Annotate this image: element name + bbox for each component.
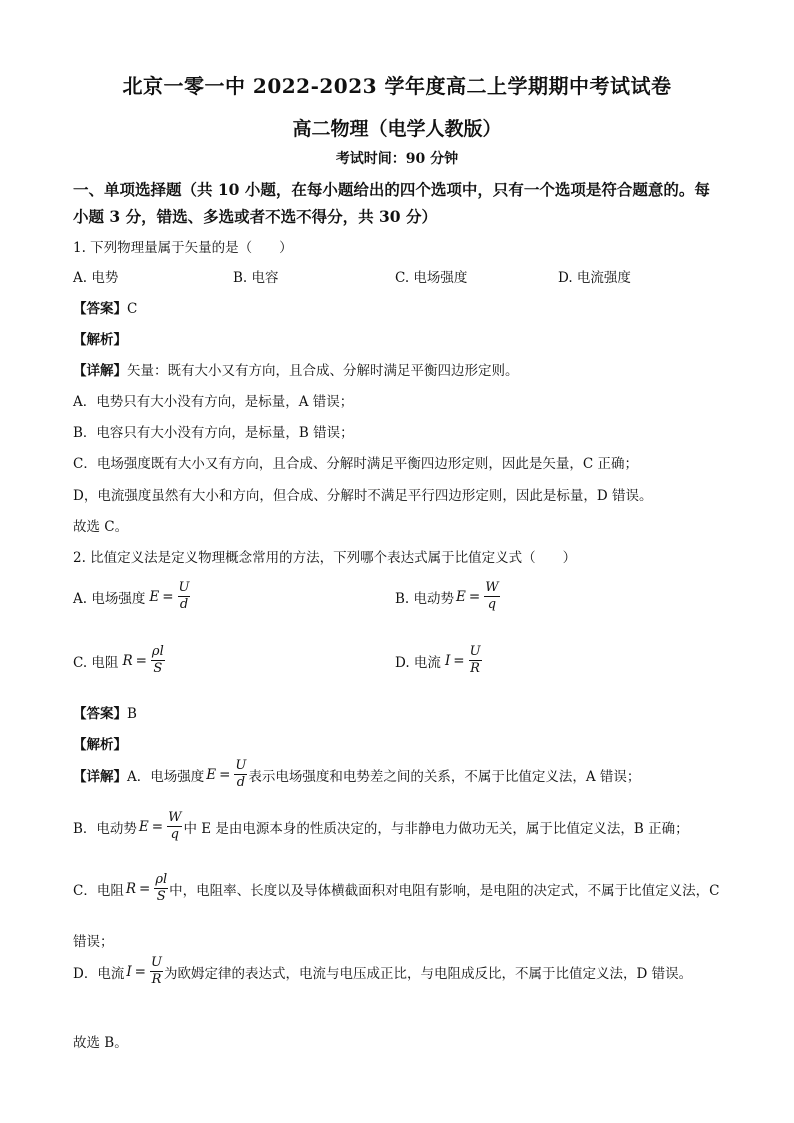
formula-lhs: R — [125, 880, 137, 897]
equals-sign: = — [468, 588, 481, 605]
equals-sign: = — [162, 588, 174, 605]
fraction — [178, 580, 191, 613]
q1-line-b: B．电容只有大小没有方向，是标量，B 错误； — [73, 425, 354, 441]
formula-lhs: E — [206, 766, 217, 783]
equals-sign: = — [151, 818, 164, 835]
q2-conclusion: 故选 B。 — [73, 1035, 128, 1051]
fraction-numerator: U — [178, 580, 190, 595]
q2-stem: 2. 比值定义法是定义物理概念常用的方法，下列哪个表达式属于比值定义式（ ） — [73, 550, 577, 566]
q2-line-a — [73, 758, 640, 791]
formula-lhs: E — [456, 588, 466, 605]
q1-analysis-tag: 【解析】 — [73, 332, 127, 348]
fraction-denominator: S — [153, 661, 163, 676]
q1-line-a: A．电势只有大小没有方向，是标量，A 错误； — [73, 394, 354, 410]
line-suffix: 中 E 是由电源本身的性质决定的，与非静电力做功无关，属于比值定义法，B 正确； — [183, 820, 689, 837]
fraction-numerator: W — [168, 810, 182, 825]
formula-lhs: R — [122, 652, 133, 669]
q2-line-d — [73, 955, 692, 988]
option-label: B. 电动势 — [395, 590, 455, 607]
q2-option-a — [73, 580, 191, 613]
fraction-denominator: q — [170, 827, 179, 842]
answer-value: C — [127, 301, 138, 317]
formula-lhs: I — [444, 652, 451, 669]
fraction — [151, 644, 165, 677]
formula-lhs: I — [126, 963, 132, 980]
line-suffix: 为欧姆定律的表达式，电流与电压成正比，与电阻成反比，不属于比值定义法，D 错误。 — [163, 965, 693, 982]
fraction-numerator: U — [469, 644, 481, 659]
section-heading-line2: 小题 3 分，错选、多选或者不选不得分，共 30 分） — [73, 207, 437, 226]
option-label: A. 电场强度 — [73, 590, 146, 607]
fraction-denominator: d — [179, 597, 189, 612]
fraction — [484, 580, 499, 613]
equals-sign: = — [453, 652, 465, 669]
line-prefix: A．电场强度 — [127, 768, 205, 785]
q2-line-c — [73, 872, 719, 905]
line-prefix: D．电流 — [73, 965, 125, 982]
fraction-numerator: U — [150, 955, 162, 970]
q2-option-d — [395, 644, 483, 677]
option-label: D. 电流 — [395, 654, 441, 671]
q2-answer — [73, 702, 137, 722]
fraction-numerator: U — [235, 758, 247, 773]
equals-sign: = — [134, 963, 146, 980]
fraction — [154, 872, 168, 905]
exam-title: 北京一零一中 2022-2023 学年度高二上学期期中考试试卷 — [122, 74, 672, 98]
q2-option-b — [395, 580, 501, 613]
detail-tag: 【详解】 — [73, 363, 127, 379]
q2-line-c-continued: 错误； — [73, 934, 114, 950]
fraction-numerator: ρl — [155, 872, 168, 887]
line-prefix: C．电阻 — [73, 882, 124, 899]
fraction-denominator: S — [156, 889, 166, 904]
q1-option-d: D. 电流强度 — [558, 270, 631, 286]
fraction-denominator: d — [236, 775, 246, 790]
fraction-denominator: q — [487, 597, 497, 612]
equals-sign: = — [219, 766, 231, 783]
section-heading-line1: 一、单项选择题（共 10 小题，在每小题给出的四个选项中，只有一个选项是符合题意的。每 — [73, 180, 710, 199]
q2-line-b — [73, 810, 689, 843]
fraction — [234, 758, 247, 791]
line-prefix: B．电动势 — [73, 820, 137, 837]
fraction-numerator: ρl — [151, 644, 164, 659]
equals-sign: = — [139, 880, 151, 897]
exam-subtitle: 高二物理（电学人教版） — [292, 118, 502, 140]
fraction — [469, 644, 482, 677]
fraction — [150, 955, 163, 988]
q1-line-d: D，电流强度虽然有大小和方向，但合成、分解时不满足平行四边形定则，因此是标量，D 错误。 — [73, 488, 653, 504]
fraction-denominator: R — [151, 972, 162, 987]
q1-detail — [73, 359, 519, 379]
answer-tag: 【答案】 — [73, 706, 127, 722]
q1-conclusion: 故选 C。 — [73, 519, 129, 535]
q1-answer — [73, 297, 137, 317]
formula-lhs: E — [138, 818, 149, 835]
line-suffix: 表示电场强度和电势差之间的关系，不属于比值定义法，A 错误； — [248, 768, 641, 785]
q1-option-b: B. 电容 — [233, 270, 279, 286]
detail-text: 矢量：既有大小又有方向，且合成、分解时满足平衡四边形定则。 — [127, 363, 519, 379]
answer-value: B — [127, 706, 137, 722]
q2-analysis-tag: 【解析】 — [73, 737, 127, 753]
option-label: C. 电阻 — [73, 654, 119, 671]
equals-sign: = — [135, 652, 147, 669]
q1-stem: 1. 下列物理量属于矢量的是（ ） — [73, 240, 293, 256]
answer-tag: 【答案】 — [73, 301, 127, 317]
fraction — [167, 810, 182, 843]
line-suffix: 中，电阻率、长度以及导体横截面积对电阻有影响，是电阻的决定式，不属于比值定义法，C — [169, 882, 720, 899]
q1-option-c: C. 电场强度 — [395, 270, 468, 286]
formula-lhs: E — [149, 588, 160, 605]
detail-tag: 【详解】 — [73, 768, 127, 785]
q1-line-c: C．电场强度既有大小又有方向，且合成、分解时满足平衡四边形定则，因此是矢量，C 正确； — [73, 456, 638, 472]
exam-time: 考试时间：90 分钟 — [335, 151, 459, 167]
fraction-denominator: R — [470, 661, 480, 676]
q1-option-a: A. 电势 — [73, 270, 119, 286]
fraction-numerator: W — [485, 580, 499, 595]
q2-option-c — [73, 644, 166, 677]
